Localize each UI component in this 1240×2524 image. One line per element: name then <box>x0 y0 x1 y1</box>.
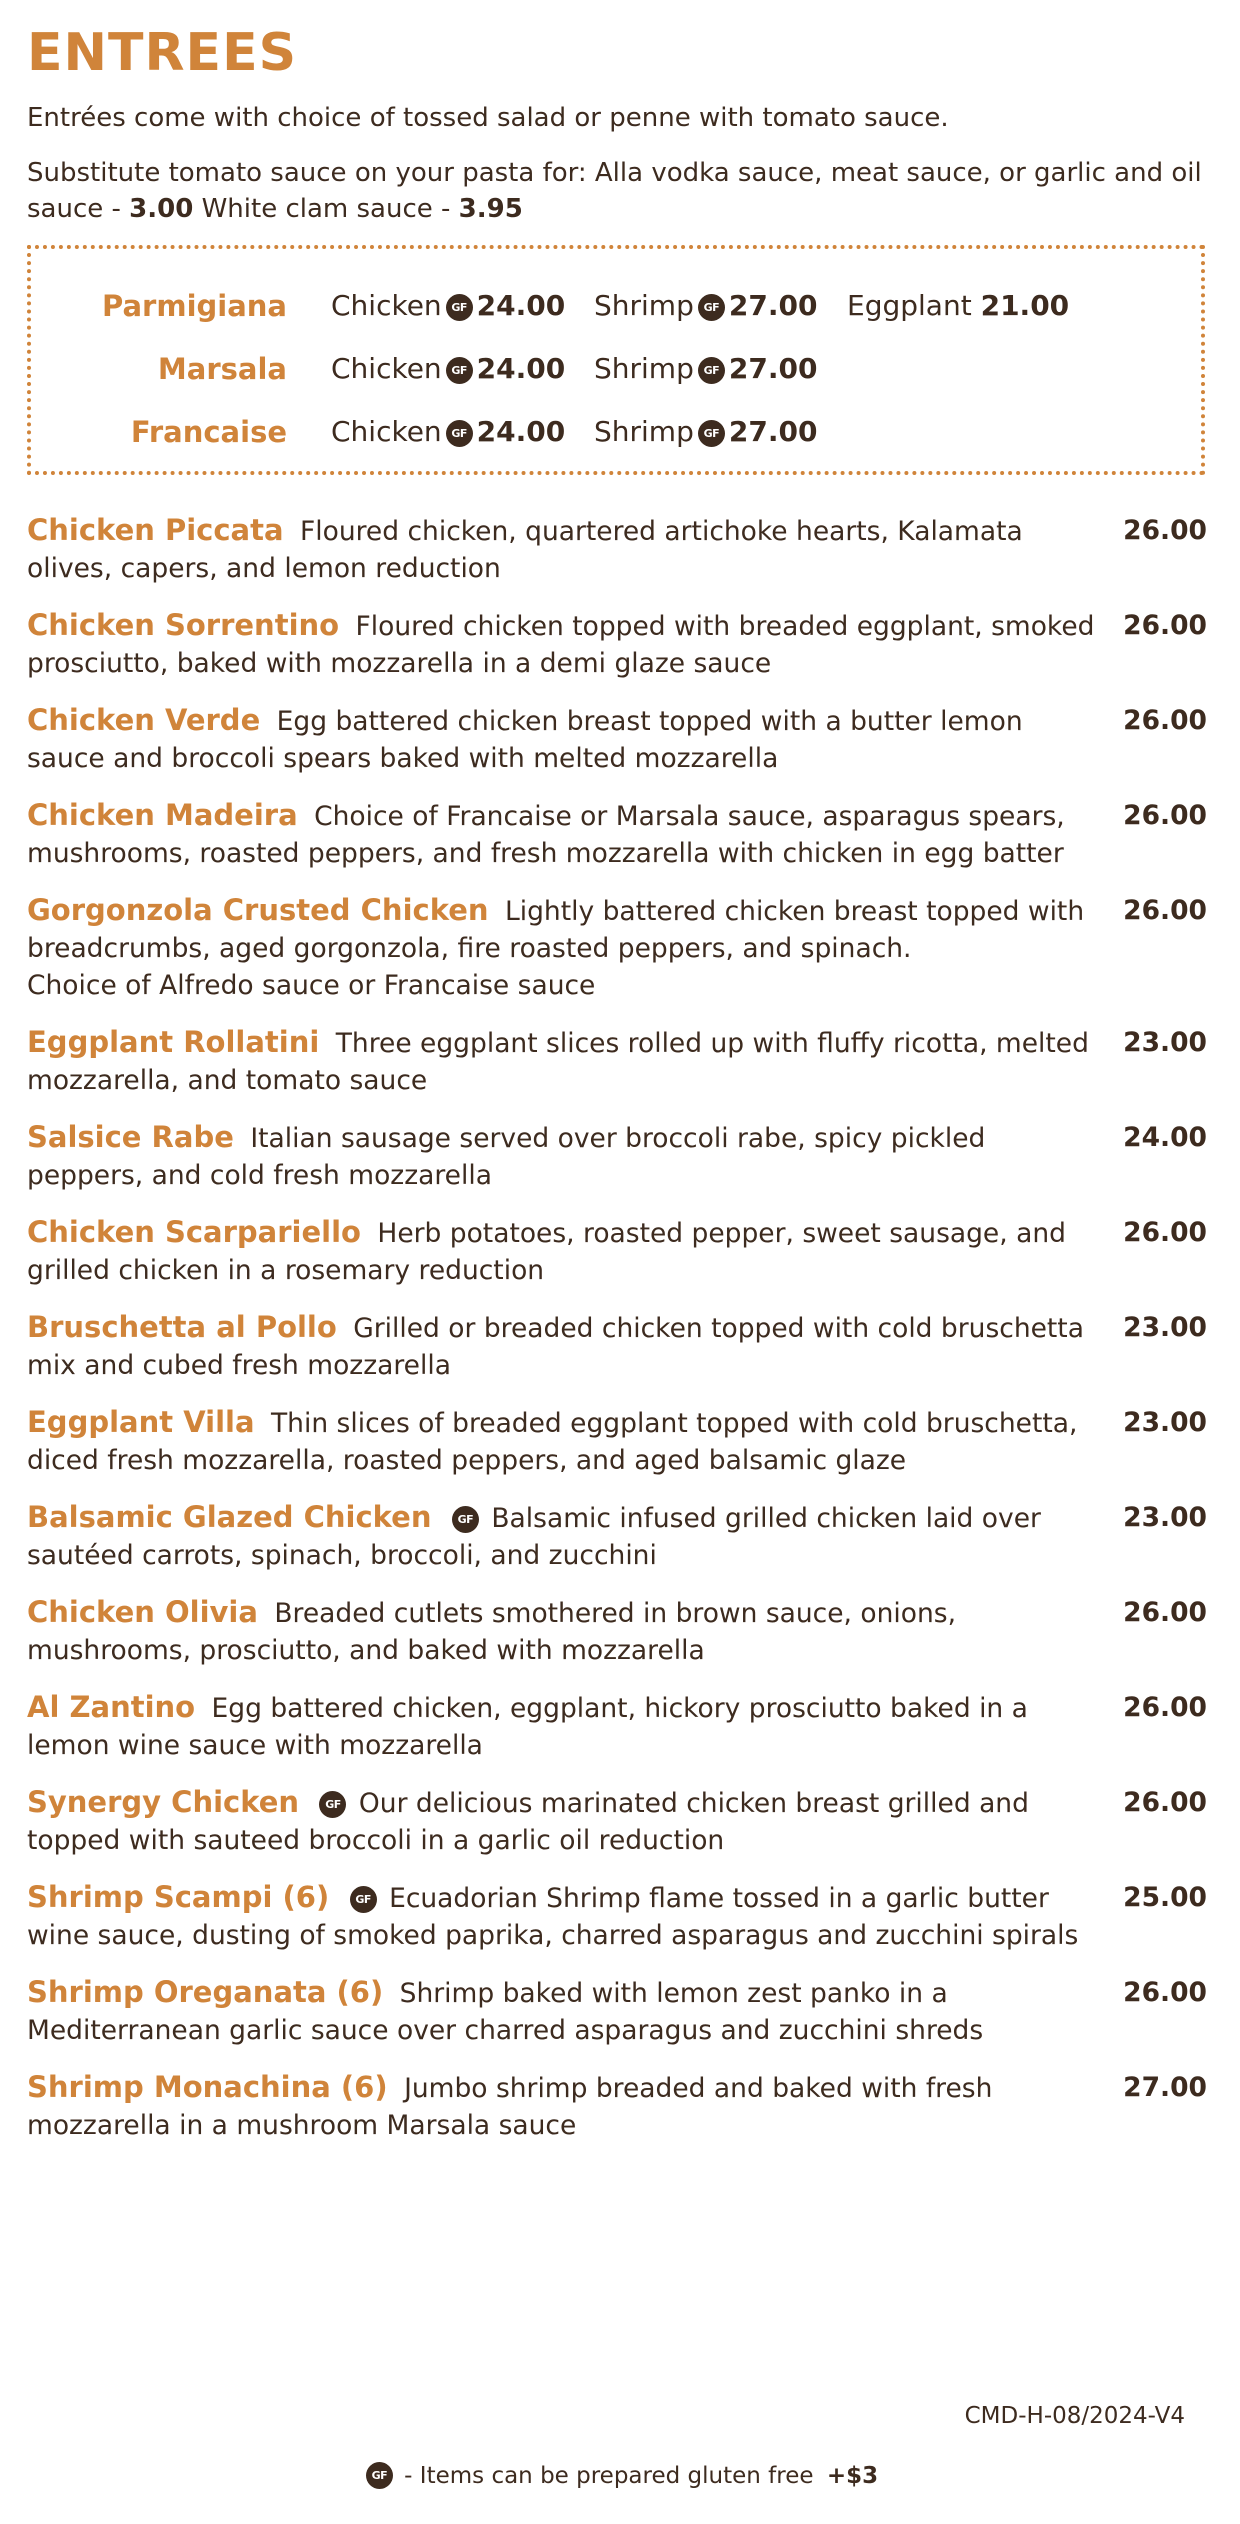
entree-item <box>27 607 1207 682</box>
entree-description: Our delicious marinated chicken breast grilled and topped with sauteed broccoli in a garlic oil reduction <box>27 1788 1029 1856</box>
entree-name: Salsice Rabe <box>27 1120 234 1154</box>
entree-item <box>27 702 1207 777</box>
combo-option-name: Shrimp <box>594 352 694 385</box>
entree-text <box>27 1024 1097 1099</box>
combo-option-price: 24.00 <box>476 289 566 322</box>
substitute-text: Substitute tomato sauce on your pasta for: Alla vodka sauce, meat sauce, or garlic and oil sauce - <box>27 158 1202 224</box>
entree-description: Egg battered chicken breast topped with a butter lemon sauce and broccoli spears baked with melted mozzarella <box>27 706 1023 774</box>
entree-description: Shrimp baked with lemon zest panko in a Mediterranean garlic sauce over charred asparagus and zucchini shreds <box>27 1978 984 2046</box>
entree-price: 26.00 <box>1123 515 1207 546</box>
gluten-free-footnote <box>0 2460 1240 2492</box>
entree-text <box>27 1119 1097 1194</box>
entree-item <box>27 1404 1207 1479</box>
entree-description: Herb potatoes, roasted pepper, sweet sausage, and grilled chicken in a rosemary reduction <box>27 1218 1066 1286</box>
entree-description: Italian sausage served over broccoli rabe, spicy pickled peppers, and cold fresh mozzarella <box>27 1123 986 1191</box>
substitute-price: 3.00 <box>129 194 194 224</box>
entree-item <box>27 1214 1207 1289</box>
entree-description: Egg battered chicken, eggplant, hickory prosciutto baked in a lemon wine sauce with mozzarella <box>27 1693 1028 1761</box>
entree-description: Breaded cutlets smothered in brown sauce, onions, mushrooms, prosciutto, and baked with mozzarella <box>27 1598 956 1666</box>
entree-price: 26.00 <box>1123 1692 1207 1723</box>
gf-icon: GF <box>446 420 473 447</box>
entree-text <box>27 1404 1097 1479</box>
gf-icon: GF <box>350 1886 377 1913</box>
entree-item <box>27 1594 1207 1669</box>
entree-price: 26.00 <box>1123 1787 1207 1818</box>
gf-icon: GF <box>452 1506 479 1533</box>
entree-name: Shrimp Scampi (6) <box>27 1880 330 1914</box>
entree-item <box>27 1119 1207 1194</box>
entree-price: 26.00 <box>1123 895 1207 926</box>
entree-description: Thin slices of breaded eggplant topped with cold bruschetta, diced fresh mozzarella, roasted peppers, and aged balsamic glaze <box>27 1408 1078 1476</box>
entree-price: 23.00 <box>1123 1502 1207 1533</box>
entree-text <box>27 1689 1097 1764</box>
entree-text <box>27 797 1097 872</box>
clam-sauce-price: 3.95 <box>458 194 523 224</box>
combo-label: Francaise <box>130 415 287 449</box>
entree-name: Gorgonzola Crusted Chicken <box>27 893 489 927</box>
entree-price: 23.00 <box>1123 1027 1207 1058</box>
entree-item <box>27 1689 1207 1764</box>
entree-item <box>27 797 1207 872</box>
combo-option-price: 24.00 <box>476 415 566 448</box>
page-title: ENTREES <box>27 23 298 83</box>
entree-description: Jumbo shrimp breaded and baked with fresh mozzarella in a mushroom Marsala sauce <box>27 2073 993 2141</box>
entree-text <box>27 512 1097 587</box>
combo-option <box>594 286 817 326</box>
entree-list <box>27 512 1207 2164</box>
entree-name: Bruschetta al Pollo <box>27 1310 337 1344</box>
gf-icon: GF <box>698 357 725 384</box>
entree-name: Al Zantino <box>27 1690 196 1724</box>
combo-row <box>31 412 1201 452</box>
entree-item <box>27 2069 1207 2144</box>
footnote-upcharge: +$3 <box>826 2463 879 2489</box>
entree-description: Choice of Francaise or Marsala sauce, asparagus spears, mushrooms, roasted peppers, and fresh mozzarella with chicken in egg batter <box>27 801 1065 869</box>
entree-name: Balsamic Glazed Chicken <box>27 1500 432 1534</box>
intro-line: Entrées come with choice of tossed salad or penne with tomato sauce. <box>27 103 949 133</box>
gf-icon: GF <box>698 420 725 447</box>
combo-option <box>594 349 817 389</box>
entree-name: Chicken Verde <box>27 703 261 737</box>
entree-item <box>27 512 1207 587</box>
combo-option-name: Shrimp <box>594 289 694 322</box>
entree-text <box>27 1784 1097 1859</box>
combo-option-name: Eggplant <box>847 289 972 322</box>
combo-row <box>31 349 1201 389</box>
entree-text <box>27 1879 1097 1954</box>
entree-name: Synergy Chicken <box>27 1785 300 1819</box>
gf-icon: GF <box>366 2462 393 2489</box>
entree-item <box>27 1784 1207 1859</box>
entree-text <box>27 1309 1097 1384</box>
combo-box <box>27 245 1205 475</box>
menu-code: CMD-H-08/2024-V4 <box>964 2403 1185 2429</box>
entree-text <box>27 2069 1097 2144</box>
entree-description: Grilled or breaded chicken topped with cold bruschetta mix and cubed fresh mozzarella <box>27 1313 1084 1381</box>
footnote-text: - Items can be prepared gluten free <box>396 2463 821 2489</box>
entree-name: Shrimp Monachina (6) <box>27 2070 388 2104</box>
entree-name: Chicken Sorrentino <box>27 608 340 642</box>
entree-item <box>27 1309 1207 1384</box>
gf-icon: GF <box>698 294 725 321</box>
combo-option <box>331 286 565 326</box>
combo-row <box>31 286 1201 326</box>
entree-description: Lightly battered chicken breast topped with breadcrumbs, aged gorgonzola, fire roasted peppers, and spinach. Choice of Alfredo sauce or Francaise sauce <box>27 896 1085 1001</box>
clam-sauce-text: White clam sauce - <box>193 194 459 224</box>
gf-icon: GF <box>446 357 473 384</box>
entree-text <box>27 702 1097 777</box>
entree-price: 26.00 <box>1123 1977 1207 2008</box>
entree-description: Floured chicken topped with breaded eggplant, smoked prosciutto, baked with mozzarella in a demi glaze sauce <box>27 611 1095 679</box>
combo-option <box>594 412 817 452</box>
entree-name: Chicken Olivia <box>27 1595 258 1629</box>
combo-label: Parmigiana <box>102 289 287 323</box>
entree-text <box>27 1594 1097 1669</box>
entree-item <box>27 1499 1207 1574</box>
entree-name: Chicken Madeira <box>27 798 298 832</box>
entree-text <box>27 1499 1097 1574</box>
combo-option-price: 27.00 <box>728 289 818 322</box>
gf-icon: GF <box>319 1791 346 1818</box>
entree-price: 23.00 <box>1123 1407 1207 1438</box>
entree-text <box>27 607 1097 682</box>
entree-description: Ecuadorian Shrimp flame tossed in a garlic butter wine sauce, dusting of smoked paprika, charred asparagus and zucchini spirals <box>27 1883 1079 1951</box>
entree-price: 25.00 <box>1123 1882 1207 1913</box>
entree-description: Floured chicken, quartered artichoke hearts, Kalamata olives, capers, and lemon reduction <box>27 516 1023 584</box>
combo-option-price: 27.00 <box>728 352 818 385</box>
entree-name: Chicken Scarpariello <box>27 1215 361 1249</box>
entree-item <box>27 1974 1207 2049</box>
combo-option-name: Chicken <box>331 352 442 385</box>
combo-option <box>331 349 565 389</box>
entree-price: 23.00 <box>1123 1312 1207 1343</box>
entree-item <box>27 892 1207 1004</box>
gf-icon: GF <box>446 294 473 321</box>
combo-option-price: 27.00 <box>728 415 818 448</box>
entree-price: 26.00 <box>1123 1597 1207 1628</box>
entree-text <box>27 1974 1097 2049</box>
entree-item <box>27 1879 1207 1954</box>
combo-option-price: 24.00 <box>476 352 566 385</box>
combo-option-name: Chicken <box>331 415 442 448</box>
entree-price: 26.00 <box>1123 800 1207 831</box>
entree-name: Eggplant Villa <box>27 1405 255 1439</box>
entree-price: 27.00 <box>1123 2072 1207 2103</box>
entree-text <box>27 1214 1097 1289</box>
combo-option <box>847 286 1069 326</box>
combo-option-name: Chicken <box>331 289 442 322</box>
entree-price: 26.00 <box>1123 610 1207 641</box>
substitute-note <box>27 155 1207 227</box>
entree-description: Balsamic infused grilled chicken laid over sautéed carrots, spinach, broccoli, and zucchini <box>27 1503 1041 1571</box>
entree-price: 26.00 <box>1123 705 1207 736</box>
combo-option-name: Shrimp <box>594 415 694 448</box>
entree-name: Shrimp Oreganata (6) <box>27 1975 384 2009</box>
entree-price: 24.00 <box>1123 1122 1207 1153</box>
entree-text <box>27 892 1097 1004</box>
combo-label: Marsala <box>157 352 287 386</box>
entree-name: Eggplant Rollatini <box>27 1025 320 1059</box>
entree-price: 26.00 <box>1123 1217 1207 1248</box>
entree-description: Three eggplant slices rolled up with fluffy ricotta, melted mozzarella, and tomato sauce <box>27 1028 1089 1096</box>
combo-option <box>331 412 565 452</box>
entree-name: Chicken Piccata <box>27 513 284 547</box>
combo-option-price: 21.00 <box>980 289 1070 322</box>
entree-item <box>27 1024 1207 1099</box>
